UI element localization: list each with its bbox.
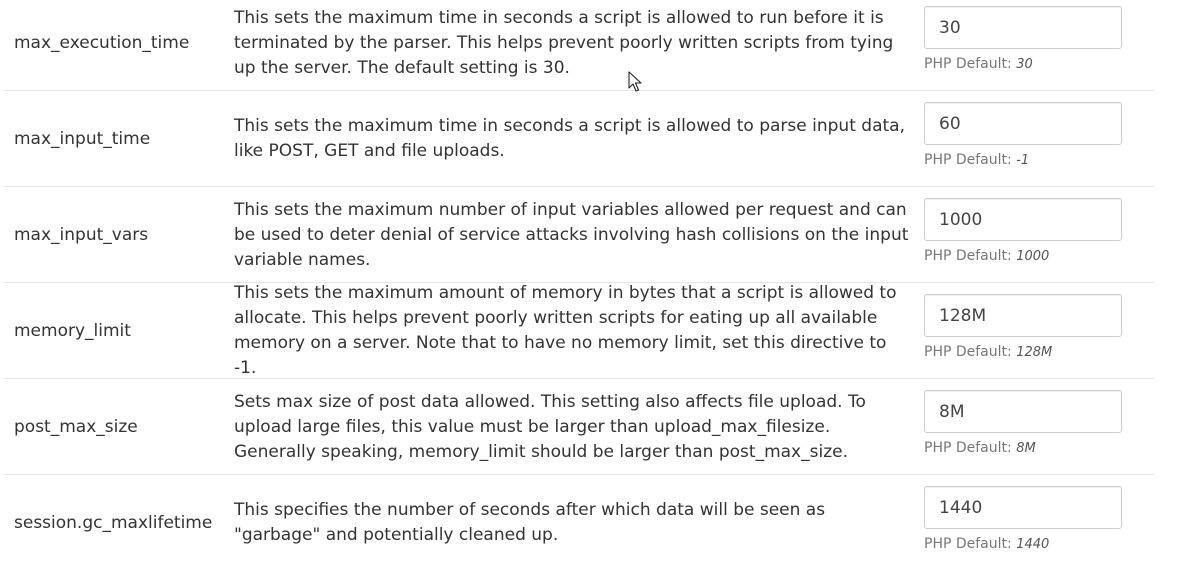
setting-field-group: [924, 390, 1122, 456]
php-default-label: PHP Default:: [924, 344, 1012, 360]
php-default-value: 1000: [1016, 249, 1050, 264]
setting-name: max_input_vars: [14, 225, 149, 245]
post-max-size-input[interactable]: [924, 390, 1122, 433]
setting-description: [234, 91, 909, 187]
setting-field-group: [924, 6, 1122, 72]
setting-name: max_input_time: [14, 129, 151, 149]
session-gc-maxlifetime-input[interactable]: [924, 486, 1122, 529]
max-input-time-input[interactable]: [924, 102, 1122, 145]
setting-description-text: This sets the maximum number of input variables allowed per request and can be used to deter denial of service attacks involving hash collisions on the input variable names.: [234, 199, 909, 270]
max-input-vars-input[interactable]: [924, 198, 1122, 241]
setting-name: max_execution_time: [14, 33, 190, 53]
mouse-pointer-icon: [628, 71, 642, 93]
php-default-label: PHP Default:: [924, 56, 1012, 72]
php-default-label: PHP Default:: [924, 248, 1012, 264]
php-settings-table: [4, 0, 1154, 571]
setting-field-group: [924, 294, 1122, 360]
setting-row-session-gc-maxlifetime: [4, 475, 1154, 571]
memory-limit-input[interactable]: [924, 294, 1122, 337]
php-default-note: [924, 344, 1122, 360]
setting-row-max-input-vars: [4, 187, 1154, 283]
setting-field-group: [924, 486, 1122, 552]
setting-row-post-max-size: [4, 379, 1154, 475]
php-default-value: 128M: [1016, 345, 1053, 360]
php-default-note: [924, 152, 1122, 168]
setting-description-text: Sets max size of post data allowed. This setting also affects file upload. To upload large files, this value must be larger than upload_max_filesize. Generally speaking, memory_limit should be larger than post_max_size.: [234, 391, 866, 462]
setting-description: [234, 475, 909, 571]
php-default-label: PHP Default:: [924, 440, 1012, 456]
setting-name: memory_limit: [14, 321, 131, 341]
setting-name: session.gc_maxlifetime: [14, 513, 213, 533]
setting-field-group: [924, 102, 1122, 168]
php-default-note: [924, 56, 1122, 72]
php-default-value: 1440: [1016, 537, 1050, 552]
php-default-label: PHP Default:: [924, 536, 1012, 552]
setting-name: post_max_size: [14, 417, 138, 437]
setting-description-text: This sets the maximum time in seconds a script is allowed to parse input data, like POST, GET and file uploads.: [234, 116, 905, 161]
setting-row-max-input-time: [4, 91, 1154, 187]
php-default-value: 30: [1016, 57, 1033, 72]
setting-row-memory-limit: [4, 283, 1154, 379]
setting-field-group: [924, 198, 1122, 264]
php-default-note: [924, 536, 1122, 552]
php-default-note: [924, 248, 1122, 264]
php-default-value: 8M: [1016, 441, 1036, 456]
setting-description: [234, 283, 909, 379]
setting-description: [234, 379, 909, 475]
setting-row-max-execution-time: [4, 0, 1154, 91]
setting-description: [234, 187, 909, 283]
php-default-note: [924, 440, 1122, 456]
setting-description-text: This sets the maximum time in seconds a script is allowed to run before it is terminated by the parser. This helps prevent poorly written scripts from tying up the server. The default setting is 30.: [234, 7, 894, 78]
php-default-value: -1: [1016, 153, 1030, 168]
max-execution-time-input[interactable]: [924, 6, 1122, 49]
php-default-label: PHP Default:: [924, 152, 1012, 168]
setting-description-text: This sets the maximum amount of memory in bytes that a script is allowed to allocate. This helps prevent poorly written scripts for eating up all available memory on a server. Note that to have no memory limit, set this directive to -1.: [234, 283, 897, 378]
setting-description: [234, 0, 909, 91]
setting-description-text: This specifies the number of seconds after which data will be seen as "garbage" and potentially cleaned up.: [234, 500, 826, 545]
